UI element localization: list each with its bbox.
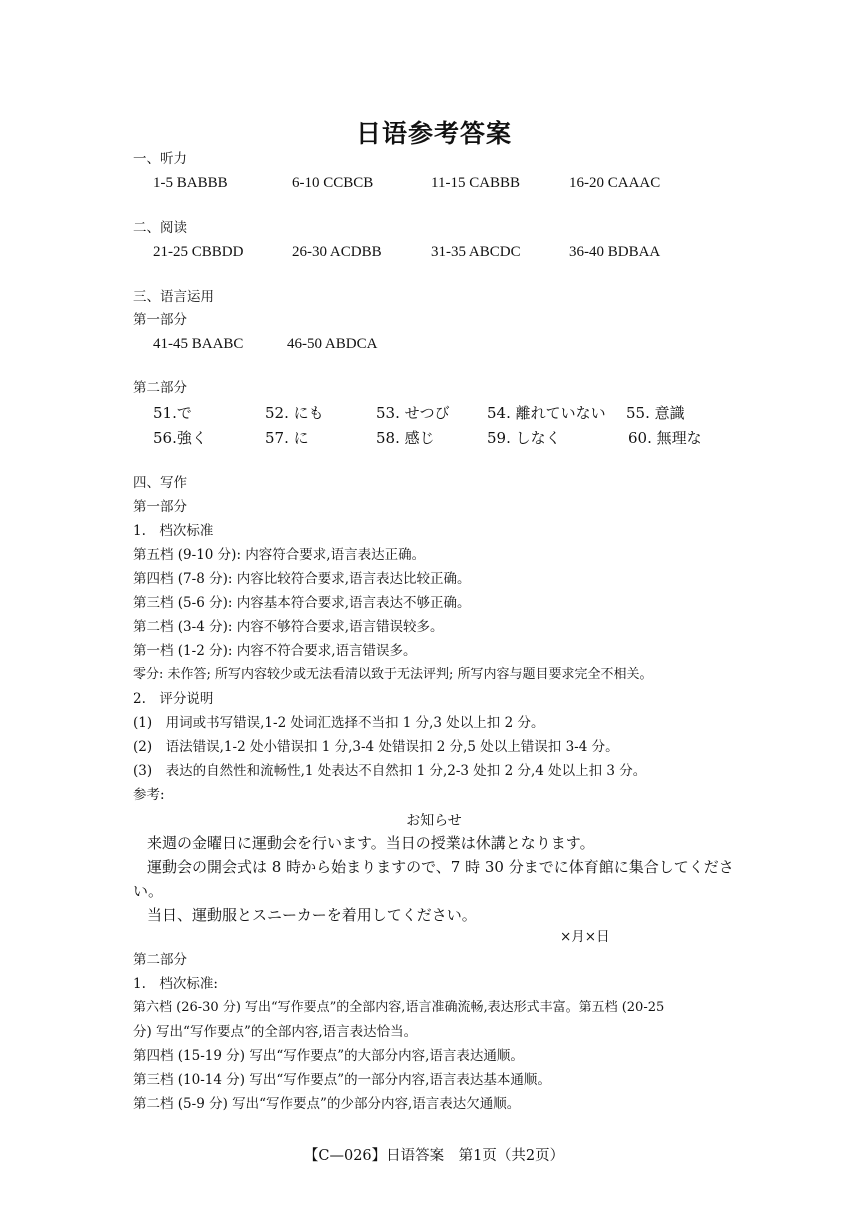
writing-part1-heading: 第一部分	[133, 499, 187, 515]
fill-answer: 54. 離れていない	[487, 404, 606, 422]
answer-group: 1-5 BABBB	[153, 175, 228, 191]
fill-answer: 55. 意識	[626, 404, 685, 422]
answer-group: 41-45 BAABC	[153, 336, 244, 352]
fill-answer: 52. にも	[265, 404, 324, 422]
language-part1-answers	[0, 334, 868, 354]
notice-date: ×月×日	[560, 929, 610, 945]
criteria-heading: 1. 档次标准:	[133, 976, 218, 992]
scoring-line: (3) 表达的自然性和流畅性,1 处表达不自然扣 1 分,2-3 处扣 2 分,4 处以上扣 3 分。	[133, 763, 647, 779]
answer-group: 31-35 ABCDC	[431, 244, 521, 260]
notice-line: 当日、運動服とスニーカーを着用してください。	[147, 906, 477, 924]
reading-answers	[0, 242, 868, 262]
notice-title: お知らせ	[406, 813, 462, 829]
answer-group: 6-10 CCBCB	[292, 175, 374, 191]
scoring-line: (2) 语法错误,1-2 处小错误扣 1 分,3-4 处错误扣 2 分,5 处以上错误扣 3-4 分。	[133, 739, 619, 755]
criteria-heading: 1. 档次标准	[133, 523, 214, 539]
fill-answer: 51.で	[153, 404, 192, 422]
notice-line: 来週の金曜日に運動会を行います。当日の授業は休講となります。	[147, 834, 595, 852]
criteria-line: 第四档 (15-19 分) 写出“写作要点”的大部分内容,语言表达通顺。	[133, 1048, 524, 1064]
answer-group: 21-25 CBBDD	[153, 244, 244, 260]
answer-group: 11-15 CABBB	[431, 175, 521, 191]
criteria-line: 第四档 (7-8 分): 内容比较符合要求,语言表达比较正确。	[133, 571, 471, 587]
criteria-line: 第三档 (5-6 分): 内容基本符合要求,语言表达不够正确。	[133, 595, 471, 611]
notice-line: 運動会の開会式は 8 時から始まりますので、7 時 30 分までに体育館に集合してくださ	[147, 858, 734, 876]
fill-answer: 53. せつび	[376, 404, 450, 422]
scoring-heading: 2. 评分说明	[133, 691, 214, 707]
answer-group: 26-30 ACDBB	[292, 244, 382, 260]
answer-group: 16-20 CAAAC	[569, 175, 661, 191]
criteria-line: 零分: 未作答; 所写内容较少或无法看清以致于无法评判; 所写内容与题目要求完全不相关。	[133, 667, 653, 682]
fill-answer: 59. しなく	[487, 429, 561, 447]
scoring-line: (1) 用词或书写错误,1-2 处词汇选择不当扣 1 分,3 处以上扣 2 分。	[133, 715, 545, 731]
fill-answer: 56.強く	[153, 429, 207, 447]
reading-heading: 二、阅读	[133, 220, 187, 236]
fill-answer: 58. 感じ	[376, 429, 435, 447]
reference-label: 参考:	[133, 787, 165, 803]
notice-line: い。	[133, 882, 164, 900]
language-heading: 三、语言运用	[133, 289, 214, 305]
page-footer: 【C—026】日语答案 第1页（共2页）	[303, 1148, 565, 1164]
fill-answer: 57. に	[265, 429, 309, 447]
criteria-line: 分) 写出“写作要点”的全部内容,语言表达恰当。	[133, 1024, 418, 1040]
answer-group: 36-40 BDBAA	[569, 244, 661, 260]
criteria-line: 第二档 (3-4 分): 内容不够符合要求,语言错误较多。	[133, 619, 444, 635]
language-part2-row2	[0, 428, 868, 448]
criteria-line: 第一档 (1-2 分): 内容不符合要求,语言错误多。	[133, 643, 417, 659]
answer-group: 46-50 ABDCA	[287, 336, 378, 352]
listening-heading: 一、听力	[133, 151, 187, 167]
criteria-line: 第三档 (10-14 分) 写出“写作要点”的一部分内容,语言表达基本通顺。	[133, 1072, 551, 1088]
page-title: 日语参考答案	[355, 119, 512, 148]
criteria-line: 第五档 (9-10 分): 内容符合要求,语言表达正确。	[133, 547, 426, 563]
writing-part2-heading: 第二部分	[133, 952, 187, 968]
listening-answers	[0, 173, 868, 193]
criteria-line: 第六档 (26-30 分) 写出“写作要点”的全部内容,语言准确流畅,表达形式丰富。第五档 (20-25	[133, 1000, 665, 1015]
fill-answer: 60. 無理な	[628, 429, 702, 447]
language-part2-row1	[0, 403, 868, 423]
language-part1-heading: 第一部分	[133, 312, 187, 328]
criteria-line: 第二档 (5-9 分) 写出“写作要点”的少部分内容,语言表达欠通顺。	[133, 1096, 521, 1112]
writing-heading: 四、写作	[133, 475, 187, 491]
language-part2-heading: 第二部分	[133, 380, 187, 396]
